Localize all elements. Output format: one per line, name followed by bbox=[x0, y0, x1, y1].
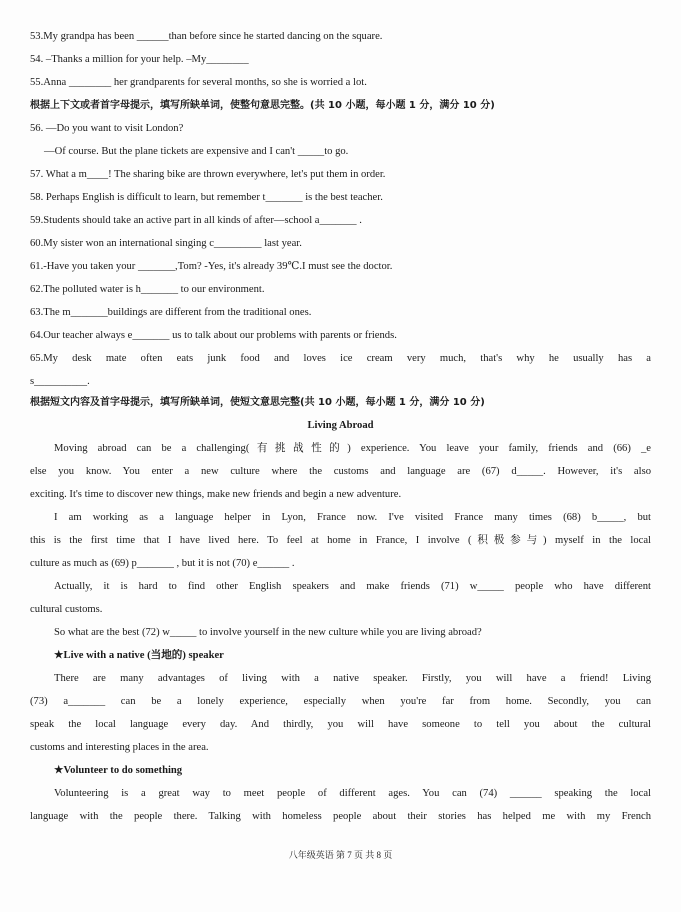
passage-line: Moving abroad can be a challenging(有挑战性的) experience. You leave your family, friends and (66) _e bbox=[54, 443, 651, 454]
q65-line1: 65.My desk mate often eats junk food and loves ice cream very much, that's why he usually has a bbox=[30, 353, 651, 364]
q59: 59.Students should take an active part in all kinds of after—school a_______ . bbox=[30, 215, 362, 226]
q63: 63.The m_______buildings are different from the traditional ones. bbox=[30, 307, 312, 318]
q62: 62.The polluted water is h_______ to our environment. bbox=[30, 284, 265, 295]
passage-line: customs and interesting places in the area. bbox=[30, 742, 209, 753]
q55: 55.Anna ________ her grandparents for several months, so she is worried a lot. bbox=[30, 77, 367, 88]
q56-question: 56. —Do you want to visit London? bbox=[30, 123, 184, 134]
passage-line: cultural customs. bbox=[30, 604, 103, 615]
q65-line2: s__________. bbox=[30, 376, 90, 387]
passage-line: this is the first time that I have lived here. To feel at home in France, I involve (积极参与) myself in the local bbox=[30, 535, 651, 546]
passage-line: speak the local language every day. And thirdly, you will have someone to tell you about the cultural bbox=[30, 719, 651, 730]
section-c-instruction: 根据短文内容及首字母提示，填写所缺单词，使短文意思完整(共 10 小题，每小题 1 分，满分 10 分) bbox=[30, 397, 485, 408]
page-footer: 八年级英语 第 7 页 共 8 页 bbox=[288, 850, 393, 860]
passage-line: language with the people there. Talking with homeless people about their stories has helped me with my French bbox=[30, 811, 651, 822]
q54: 54. –Thanks a million for your help. –My________ bbox=[30, 54, 249, 65]
passage-line: So what are the best (72) w_____ to involve yourself in the new culture while you are living abroad? bbox=[54, 627, 482, 638]
passage-line: culture as much as (69) p_______ , but it is not (70) e______ . bbox=[30, 558, 295, 569]
q56-answer: —Of course. But the plane tickets are expensive and I can't _____to go. bbox=[44, 146, 349, 157]
passage-line: (73) a_______ can be a lonely experience, especially when you're far from home. Secondly, you can bbox=[30, 696, 651, 707]
passage-line: There are many advantages of living with a native speaker. Firstly, you will have a friend! Living bbox=[54, 673, 651, 684]
subheading-live-with-native: ★Live with a native (当地的) speaker bbox=[54, 650, 224, 661]
q64: 64.Our teacher always e_______ us to talk about our problems with parents or friends. bbox=[30, 330, 397, 341]
q53: 53.My grandpa has been ______than before since he started dancing on the square. bbox=[30, 31, 383, 42]
passage-line: else you know. You enter a new culture where the customs and language are (67) d_____. However, it's also bbox=[30, 466, 651, 477]
passage-title: Living Abroad bbox=[307, 420, 374, 431]
q61: 61.-Have you taken your _______,Tom? -Yes, it's already 39℃.I must see the doctor. bbox=[30, 261, 393, 272]
subheading-volunteer: ★Volunteer to do something bbox=[54, 765, 183, 776]
passage-line: Volunteering is a great way to meet people of different ages. You can (74) ______ speaking the local bbox=[54, 788, 651, 799]
passage-line: Actually, it is hard to find other English speakers and make friends (71) w_____ people who have different bbox=[54, 581, 651, 592]
passage-line: exciting. It's time to discover new things, make new friends and begin a new adventure. bbox=[30, 489, 402, 500]
q58: 58. Perhaps English is difficult to learn, but remember t_______ is the best teacher. bbox=[30, 192, 383, 203]
passage-line: I am working as a language helper in Lyon, France now. I've visited France many times (68) b_____, but bbox=[54, 512, 651, 523]
section-b-instruction: 根据上下文或者首字母提示，填写所缺单词，使整句意思完整。(共 10 小题，每小题 1 分，满分 10 分) bbox=[30, 100, 495, 111]
q60: 60.My sister won an international singing c_________ last year. bbox=[30, 238, 302, 249]
q57: 57. What a m____! The sharing bike are thrown everywhere, let's put them in order. bbox=[30, 169, 386, 180]
